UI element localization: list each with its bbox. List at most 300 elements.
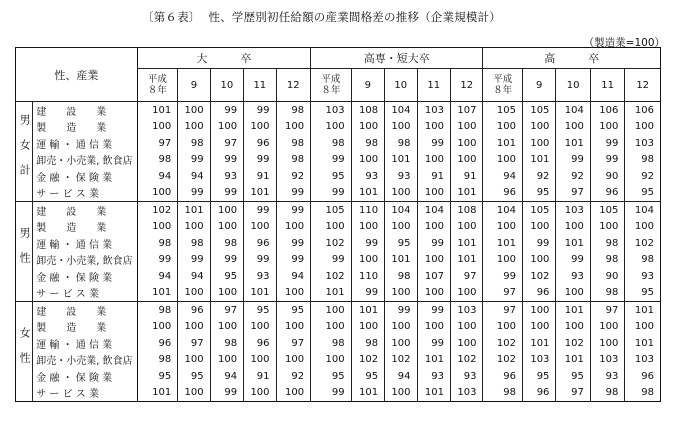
value-cell: 98 xyxy=(351,135,384,152)
value-cell: 99 xyxy=(244,252,276,269)
year-header: 9 xyxy=(522,69,555,102)
value-cell: 100 xyxy=(450,119,482,136)
value-cell: 99 xyxy=(590,152,624,169)
value-cell: 95 xyxy=(276,302,311,319)
value-cell: 100 xyxy=(210,352,243,369)
value-cell: 98 xyxy=(590,235,624,252)
unit-note: （製造業=100） xyxy=(583,37,665,49)
year-header: 9 xyxy=(178,69,210,102)
value-cell: 105 xyxy=(311,202,352,219)
value-cell: 99 xyxy=(178,152,210,169)
table-row xyxy=(16,368,661,385)
value-cell: 91 xyxy=(244,368,276,385)
table-row xyxy=(16,219,661,236)
table-row xyxy=(16,168,661,185)
value-cell: 101 xyxy=(556,235,590,252)
value-cell: 98 xyxy=(178,135,210,152)
value-cell: 92 xyxy=(276,368,311,385)
value-cell: 92 xyxy=(556,168,590,185)
value-cell: 102 xyxy=(351,352,384,369)
value-cell: 93 xyxy=(625,268,661,285)
industry-label: 建 設 業 xyxy=(33,302,137,319)
value-cell: 102 xyxy=(556,335,590,352)
table-row xyxy=(16,302,661,319)
value-cell: 100 xyxy=(385,185,417,202)
value-cell: 100 xyxy=(276,319,311,336)
value-cell: 100 xyxy=(385,319,417,336)
value-cell: 99 xyxy=(244,102,276,119)
value-cell: 100 xyxy=(351,152,384,169)
value-cell: 95 xyxy=(178,368,210,385)
wage-differential-table xyxy=(15,47,661,402)
value-cell: 99 xyxy=(311,152,352,169)
table-row xyxy=(16,385,661,402)
value-cell: 97 xyxy=(556,385,590,402)
value-cell: 98 xyxy=(137,302,178,319)
value-cell: 100 xyxy=(590,219,624,236)
value-cell: 100 xyxy=(276,285,311,302)
value-cell: 99 xyxy=(210,252,243,269)
value-cell: 99 xyxy=(522,235,555,252)
year-header: 12 xyxy=(625,69,661,102)
value-cell: 98 xyxy=(137,152,178,169)
value-cell: 100 xyxy=(244,319,276,336)
value-cell: 95 xyxy=(385,235,417,252)
value-cell: 99 xyxy=(276,185,311,202)
value-cell: 97 xyxy=(450,268,482,285)
value-cell: 94 xyxy=(137,168,178,185)
value-cell: 110 xyxy=(351,268,384,285)
year-header: 平成 ８年 xyxy=(483,69,523,102)
value-cell: 100 xyxy=(625,119,661,136)
value-cell: 100 xyxy=(385,119,417,136)
value-cell: 100 xyxy=(210,119,243,136)
value-cell: 100 xyxy=(137,185,178,202)
value-cell: 101 xyxy=(483,235,523,252)
value-cell: 106 xyxy=(625,102,661,119)
value-cell: 96 xyxy=(483,368,523,385)
value-cell: 92 xyxy=(625,168,661,185)
table-row xyxy=(16,335,661,352)
industry-label: 卸売・小売業, 飲食店 xyxy=(33,252,137,269)
value-cell: 103 xyxy=(450,385,482,402)
value-cell: 99 xyxy=(556,152,590,169)
value-cell: 104 xyxy=(556,102,590,119)
value-cell: 99 xyxy=(178,252,210,269)
value-cell: 95 xyxy=(522,368,555,385)
value-cell: 103 xyxy=(450,302,482,319)
value-cell: 100 xyxy=(590,119,624,136)
value-cell: 98 xyxy=(276,102,311,119)
industry-label: 卸売・小売業, 飲食店 xyxy=(33,152,137,169)
value-cell: 100 xyxy=(522,302,555,319)
value-cell: 100 xyxy=(556,219,590,236)
value-cell: 102 xyxy=(483,335,523,352)
value-cell: 103 xyxy=(590,352,624,369)
industry-label: 建 設 業 xyxy=(33,102,137,119)
value-cell: 107 xyxy=(417,268,450,285)
value-cell: 101 xyxy=(556,135,590,152)
value-cell: 100 xyxy=(244,385,276,402)
value-cell: 100 xyxy=(522,119,555,136)
value-cell: 100 xyxy=(244,119,276,136)
value-cell: 95 xyxy=(351,368,384,385)
value-cell: 99 xyxy=(276,252,311,269)
value-cell: 100 xyxy=(276,385,311,402)
value-cell: 102 xyxy=(311,268,352,285)
value-cell: 96 xyxy=(522,385,555,402)
value-cell: 101 xyxy=(450,185,482,202)
value-cell: 100 xyxy=(450,285,482,302)
year-header: 11 xyxy=(244,69,276,102)
value-cell: 100 xyxy=(417,285,450,302)
value-cell: 101 xyxy=(483,135,523,152)
value-cell: 99 xyxy=(556,252,590,269)
value-cell: 101 xyxy=(385,252,417,269)
value-cell: 99 xyxy=(178,185,210,202)
value-cell: 100 xyxy=(311,302,352,319)
table-number: 〔第６表〕 xyxy=(142,10,201,24)
industry-label: サ ー ビ ス 業 xyxy=(33,385,137,402)
industry-label: 製 造 業 xyxy=(33,319,137,336)
industry-label: 建 設 業 xyxy=(33,202,137,219)
year-header: 11 xyxy=(417,69,450,102)
value-cell: 102 xyxy=(385,352,417,369)
value-cell: 96 xyxy=(244,135,276,152)
value-cell: 94 xyxy=(483,168,523,185)
value-cell: 95 xyxy=(311,368,352,385)
value-cell: 90 xyxy=(590,168,624,185)
table-row xyxy=(16,135,661,152)
industry-label: 運 輸 ・ 通 信 業 xyxy=(33,235,137,252)
value-cell: 96 xyxy=(483,185,523,202)
sex-group-label: 男性 xyxy=(16,202,33,302)
value-cell: 100 xyxy=(210,285,243,302)
table-row xyxy=(16,285,661,302)
value-cell: 100 xyxy=(417,119,450,136)
value-cell: 100 xyxy=(417,252,450,269)
value-cell: 100 xyxy=(244,219,276,236)
value-cell: 98 xyxy=(385,135,417,152)
value-cell: 99 xyxy=(210,152,243,169)
value-cell: 98 xyxy=(351,335,384,352)
value-cell: 95 xyxy=(625,285,661,302)
value-cell: 99 xyxy=(311,252,352,269)
value-cell: 100 xyxy=(556,285,590,302)
value-cell: 100 xyxy=(483,252,523,269)
table-row xyxy=(16,235,661,252)
value-cell: 99 xyxy=(210,385,243,402)
value-cell: 100 xyxy=(522,319,555,336)
value-cell: 101 xyxy=(556,302,590,319)
industry-label: サ ー ビ ス 業 xyxy=(33,185,137,202)
industry-label: 製 造 業 xyxy=(33,219,137,236)
value-cell: 99 xyxy=(417,302,450,319)
industry-label: 卸売・小売業, 飲食店 xyxy=(33,352,137,369)
value-cell: 99 xyxy=(137,252,178,269)
value-cell: 101 xyxy=(522,152,555,169)
value-cell: 97 xyxy=(483,285,523,302)
group-header-university: 大 卒 xyxy=(137,48,310,69)
value-cell: 101 xyxy=(556,352,590,369)
industry-label: 運 輸 ・ 通 信 業 xyxy=(33,135,137,152)
value-cell: 103 xyxy=(311,102,352,119)
value-cell: 102 xyxy=(311,235,352,252)
value-cell: 98 xyxy=(590,385,624,402)
value-cell: 93 xyxy=(244,268,276,285)
value-cell: 98 xyxy=(276,152,311,169)
table-row xyxy=(16,102,661,119)
industry-label: サ ー ビ ス 業 xyxy=(33,285,137,302)
value-cell: 99 xyxy=(244,202,276,219)
value-cell: 100 xyxy=(385,285,417,302)
industry-label: 金 融 ・ 保 険 業 xyxy=(33,268,137,285)
value-cell: 99 xyxy=(417,335,450,352)
value-cell: 95 xyxy=(625,185,661,202)
value-cell: 93 xyxy=(556,268,590,285)
value-cell: 102 xyxy=(625,235,661,252)
group-header-high-school: 高 卒 xyxy=(483,48,661,69)
value-cell: 93 xyxy=(417,368,450,385)
value-cell: 100 xyxy=(351,252,384,269)
value-cell: 100 xyxy=(590,335,624,352)
value-cell: 99 xyxy=(590,135,624,152)
value-cell: 93 xyxy=(210,168,243,185)
value-cell: 100 xyxy=(417,152,450,169)
value-cell: 100 xyxy=(385,219,417,236)
year-header: 10 xyxy=(210,69,243,102)
value-cell: 101 xyxy=(385,152,417,169)
value-cell: 103 xyxy=(625,352,661,369)
year-header: 平成 ８年 xyxy=(311,69,352,102)
value-cell: 101 xyxy=(178,202,210,219)
value-cell: 100 xyxy=(483,219,523,236)
value-cell: 103 xyxy=(625,135,661,152)
value-cell: 101 xyxy=(625,335,661,352)
value-cell: 99 xyxy=(417,135,450,152)
value-cell: 98 xyxy=(590,285,624,302)
value-cell: 102 xyxy=(450,352,482,369)
value-cell: 100 xyxy=(311,352,352,369)
value-cell: 99 xyxy=(351,285,384,302)
value-cell: 100 xyxy=(178,385,210,402)
value-cell: 104 xyxy=(417,202,450,219)
value-cell: 100 xyxy=(244,352,276,369)
corner-header: 性、産業 xyxy=(16,48,138,102)
value-cell: 101 xyxy=(450,252,482,269)
sex-group-label: 女性 xyxy=(18,326,32,377)
value-cell: 99 xyxy=(244,152,276,169)
value-cell: 100 xyxy=(137,319,178,336)
industry-label: 金 融 ・ 保 険 業 xyxy=(33,168,137,185)
value-cell: 100 xyxy=(450,135,482,152)
value-cell: 100 xyxy=(210,219,243,236)
industry-label: 運 輸 ・ 通 信 業 xyxy=(33,335,137,352)
value-cell: 102 xyxy=(483,352,523,369)
value-cell: 98 xyxy=(625,385,661,402)
value-cell: 97 xyxy=(210,135,243,152)
year-header: 10 xyxy=(556,69,590,102)
table-title: 性、学歴別初任給額の産業間格差の推移（企業規模計） xyxy=(208,10,501,24)
value-cell: 100 xyxy=(590,319,624,336)
table-row xyxy=(16,185,661,202)
value-cell: 98 xyxy=(625,152,661,169)
value-cell: 105 xyxy=(522,102,555,119)
value-cell: 99 xyxy=(385,302,417,319)
table-row xyxy=(16,119,661,136)
value-cell: 100 xyxy=(522,219,555,236)
value-cell: 97 xyxy=(178,335,210,352)
value-cell: 95 xyxy=(556,368,590,385)
industry-label: 金 融 ・ 保 険 業 xyxy=(33,368,137,385)
value-cell: 103 xyxy=(522,352,555,369)
sex-group-label: 男女計 xyxy=(16,102,33,202)
value-cell: 100 xyxy=(311,119,352,136)
value-cell: 97 xyxy=(483,302,523,319)
value-cell: 100 xyxy=(351,319,384,336)
value-cell: 91 xyxy=(417,168,450,185)
value-cell: 92 xyxy=(522,168,555,185)
value-cell: 100 xyxy=(522,252,555,269)
value-cell: 95 xyxy=(137,368,178,385)
value-cell: 101 xyxy=(137,385,178,402)
value-cell: 94 xyxy=(276,268,311,285)
group-header-junior-college: 高専・短大卒 xyxy=(311,48,483,69)
value-cell: 100 xyxy=(556,319,590,336)
value-cell: 100 xyxy=(178,285,210,302)
value-cell: 91 xyxy=(244,168,276,185)
value-cell: 100 xyxy=(311,219,352,236)
value-cell: 92 xyxy=(276,168,311,185)
value-cell: 100 xyxy=(210,202,243,219)
value-cell: 104 xyxy=(625,202,661,219)
value-cell: 100 xyxy=(178,319,210,336)
value-cell: 98 xyxy=(483,385,523,402)
table-row xyxy=(16,268,661,285)
value-cell: 94 xyxy=(178,168,210,185)
value-cell: 101 xyxy=(137,102,178,119)
value-cell: 100 xyxy=(417,319,450,336)
value-cell: 110 xyxy=(351,202,384,219)
value-cell: 94 xyxy=(178,268,210,285)
value-cell: 98 xyxy=(385,268,417,285)
value-cell: 91 xyxy=(450,168,482,185)
value-cell: 99 xyxy=(276,235,311,252)
value-cell: 93 xyxy=(590,368,624,385)
value-cell: 98 xyxy=(210,235,243,252)
value-cell: 101 xyxy=(450,235,482,252)
value-cell: 102 xyxy=(522,268,555,285)
value-cell: 100 xyxy=(276,352,311,369)
value-cell: 99 xyxy=(483,268,523,285)
value-cell: 96 xyxy=(522,285,555,302)
value-cell: 100 xyxy=(311,319,352,336)
table-row xyxy=(16,352,661,369)
value-cell: 98 xyxy=(137,235,178,252)
value-cell: 100 xyxy=(417,219,450,236)
value-cell: 100 xyxy=(450,319,482,336)
value-cell: 101 xyxy=(351,385,384,402)
year-header: 10 xyxy=(385,69,417,102)
value-cell: 101 xyxy=(522,335,555,352)
value-cell: 97 xyxy=(210,302,243,319)
value-cell: 100 xyxy=(385,335,417,352)
value-cell: 93 xyxy=(385,168,417,185)
value-cell: 100 xyxy=(178,119,210,136)
value-cell: 96 xyxy=(590,185,624,202)
value-cell: 96 xyxy=(178,302,210,319)
value-cell: 105 xyxy=(483,102,523,119)
value-cell: 95 xyxy=(522,185,555,202)
value-cell: 100 xyxy=(178,219,210,236)
year-header: 9 xyxy=(351,69,384,102)
year-header: 平成 ８年 xyxy=(137,69,178,102)
value-cell: 104 xyxy=(385,202,417,219)
year-header: 11 xyxy=(590,69,624,102)
value-cell: 100 xyxy=(483,152,523,169)
value-cell: 101 xyxy=(351,185,384,202)
value-cell: 99 xyxy=(210,102,243,119)
value-cell: 95 xyxy=(210,268,243,285)
value-cell: 106 xyxy=(590,102,624,119)
value-cell: 97 xyxy=(276,335,311,352)
value-cell: 100 xyxy=(483,119,523,136)
value-cell: 100 xyxy=(417,185,450,202)
value-cell: 94 xyxy=(210,368,243,385)
value-cell: 101 xyxy=(417,385,450,402)
value-cell: 96 xyxy=(137,335,178,352)
table-row xyxy=(16,319,661,336)
value-cell: 100 xyxy=(178,102,210,119)
value-cell: 98 xyxy=(590,252,624,269)
value-cell: 98 xyxy=(311,335,352,352)
value-cell: 96 xyxy=(625,368,661,385)
value-cell: 97 xyxy=(137,135,178,152)
table-row xyxy=(16,252,661,269)
value-cell: 96 xyxy=(244,335,276,352)
value-cell: 99 xyxy=(311,185,352,202)
value-cell: 103 xyxy=(417,102,450,119)
industry-label: 製 造 業 xyxy=(33,119,137,136)
value-cell: 99 xyxy=(276,202,311,219)
value-cell: 100 xyxy=(625,319,661,336)
value-cell: 100 xyxy=(450,152,482,169)
value-cell: 99 xyxy=(210,185,243,202)
value-cell: 103 xyxy=(556,202,590,219)
value-cell: 108 xyxy=(351,102,384,119)
value-cell: 100 xyxy=(351,219,384,236)
value-cell: 104 xyxy=(385,102,417,119)
value-cell: 101 xyxy=(351,302,384,319)
value-cell: 97 xyxy=(590,302,624,319)
value-cell: 100 xyxy=(137,219,178,236)
value-cell: 101 xyxy=(137,285,178,302)
value-cell: 100 xyxy=(178,352,210,369)
value-cell: 107 xyxy=(450,102,482,119)
value-cell: 100 xyxy=(210,319,243,336)
value-cell: 98 xyxy=(178,235,210,252)
value-cell: 99 xyxy=(351,235,384,252)
value-cell: 105 xyxy=(522,202,555,219)
value-cell: 95 xyxy=(311,168,352,185)
value-cell: 93 xyxy=(450,368,482,385)
value-cell: 101 xyxy=(311,285,352,302)
value-cell: 95 xyxy=(244,302,276,319)
value-cell: 100 xyxy=(137,119,178,136)
value-cell: 102 xyxy=(137,202,178,219)
value-cell: 101 xyxy=(625,302,661,319)
value-cell: 100 xyxy=(450,219,482,236)
